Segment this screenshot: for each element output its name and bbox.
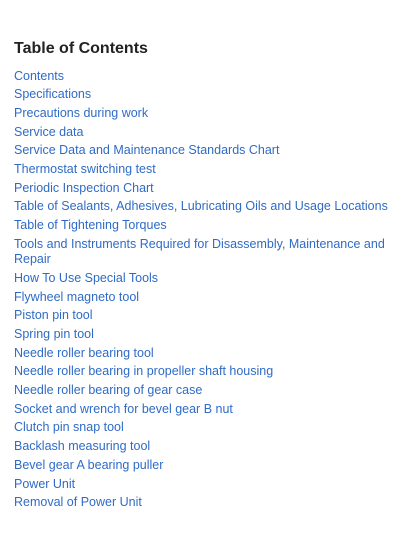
- toc-link-piston-pin[interactable]: Piston pin tool: [14, 308, 93, 323]
- toc-link-thermostat-test[interactable]: Thermostat switching test: [14, 162, 156, 177]
- toc-list-item: [14, 307, 394, 326]
- toc-link-spring-pin[interactable]: Spring pin tool: [14, 327, 94, 342]
- toc-link-contents[interactable]: Contents: [14, 68, 65, 83]
- toc-link-periodic-inspection[interactable]: Periodic Inspection Chart: [14, 180, 154, 195]
- toc-link-precautions[interactable]: Precautions during work: [14, 105, 149, 120]
- toc-link-special-tools[interactable]: How To Use Special Tools: [14, 270, 159, 285]
- toc-list-item: [14, 325, 394, 344]
- toc-link-service-data[interactable]: Service data: [14, 124, 84, 139]
- toc-list-item: [14, 400, 394, 419]
- toc-list-item: [14, 419, 394, 438]
- toc-link-removal-power-unit[interactable]: Removal of Power Unit: [14, 495, 142, 510]
- toc-link-needle-roller-propeller[interactable]: Needle roller bearing in propeller shaft housing: [14, 364, 274, 379]
- table-of-contents: [14, 39, 394, 512]
- toc-list-item: [14, 456, 394, 475]
- toc-link-tools-instruments[interactable]: Tools and Instruments Required for Disassembly, Maintenance and Repair: [14, 236, 385, 267]
- toc-link-bevel-gear-puller[interactable]: Bevel gear A bearing puller: [14, 457, 164, 472]
- toc-list-item: [14, 288, 394, 307]
- toc-link-sealants-table[interactable]: Table of Sealants, Adhesives, Lubricating Oils and Usage Locations: [14, 199, 388, 214]
- toc-list-item: [14, 198, 394, 217]
- toc-link-tightening-torques[interactable]: Table of Tightening Torques: [14, 218, 167, 233]
- toc-list-item: [14, 142, 394, 161]
- toc-link-power-unit[interactable]: Power Unit: [14, 476, 76, 491]
- toc-list-item: [14, 86, 394, 105]
- toc-link-clutch-pin[interactable]: Clutch pin snap tool: [14, 420, 124, 435]
- toc-link-needle-roller-bearing[interactable]: Needle roller bearing tool: [14, 345, 154, 360]
- toc-list-item: [14, 475, 394, 494]
- toc-title: Table of Contents: [14, 40, 148, 57]
- toc-list-item: [14, 438, 394, 457]
- toc-list-item: [14, 104, 394, 123]
- toc-list: [14, 67, 394, 512]
- toc-list-item: [14, 67, 394, 86]
- toc-list-item: [14, 179, 394, 198]
- toc-link-maintenance-standards[interactable]: Service Data and Maintenance Standards Chart: [14, 143, 280, 158]
- toc-list-item: [14, 382, 394, 401]
- toc-link-needle-roller-gear-case[interactable]: Needle roller bearing of gear case: [14, 383, 203, 398]
- toc-link-backlash-measuring[interactable]: Backlash measuring tool: [14, 439, 151, 454]
- toc-list-item: [14, 363, 394, 382]
- toc-list-item: [14, 217, 394, 236]
- toc-link-specifications[interactable]: Specifications: [14, 87, 92, 102]
- toc-list-item: [14, 344, 394, 363]
- toc-list-item: [14, 160, 394, 179]
- toc-link-socket-wrench[interactable]: Socket and wrench for bevel gear B nut: [14, 401, 233, 416]
- toc-list-item: [14, 494, 394, 513]
- toc-list-item: [14, 123, 394, 142]
- toc-link-flywheel-magneto[interactable]: Flywheel magneto tool: [14, 289, 140, 304]
- toc-list-item: [14, 235, 394, 269]
- toc-list-item: [14, 269, 394, 288]
